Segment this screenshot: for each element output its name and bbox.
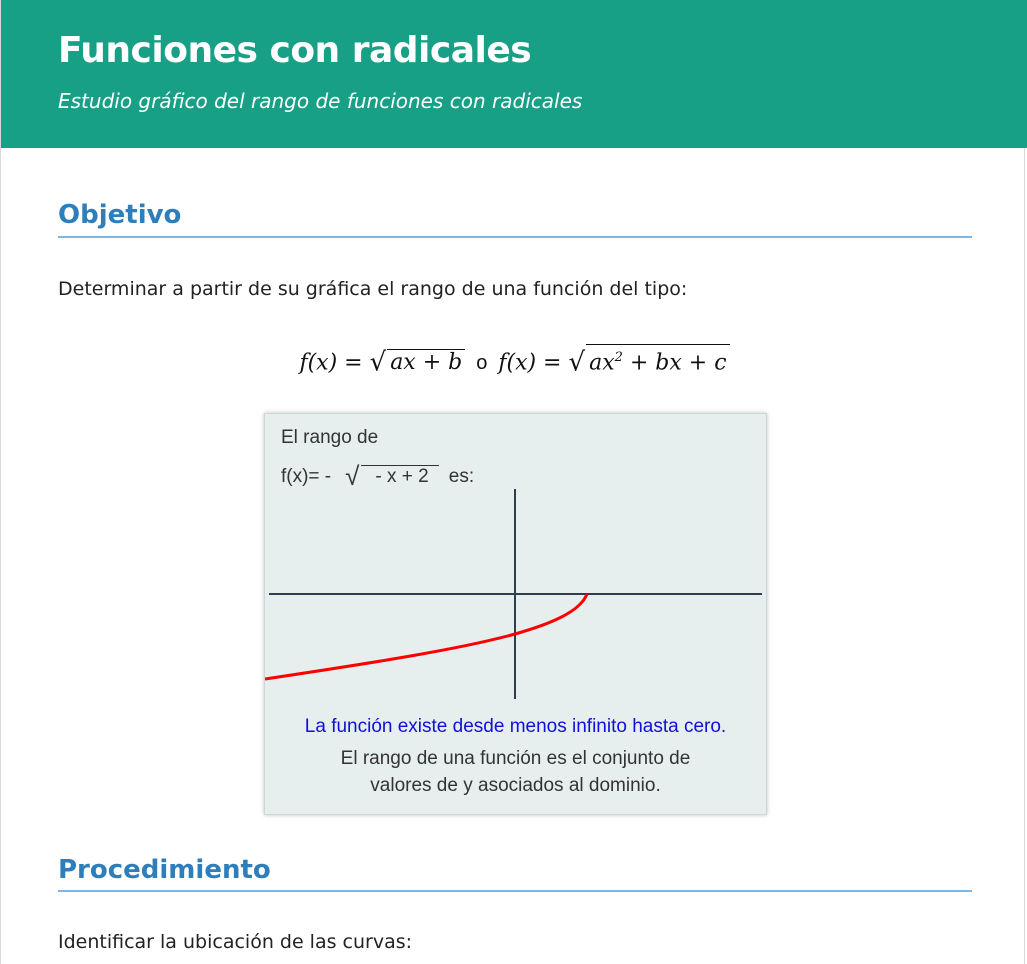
objetivo-heading: Objetivo <box>58 200 182 230</box>
applet-fx-prefix: f(x)= - <box>281 466 332 487</box>
procedimiento-text: Identificar la ubicación de las curvas: <box>58 931 413 953</box>
procedimiento-heading: Procedimiento <box>58 855 271 885</box>
page-header <box>1 0 1027 148</box>
applet-note-line1: El rango de una función es el conjunto de <box>340 748 691 769</box>
formula-right-radicand <box>586 344 729 376</box>
function-graph[interactable] <box>265 484 766 709</box>
objetivo-divider <box>58 236 972 238</box>
formula-left-radicand: ax + b <box>387 349 465 376</box>
formula <box>1 344 1027 377</box>
formula-left: f(x) = <box>299 350 363 376</box>
formula-right-radicand-a: ax <box>589 350 615 376</box>
formula-connector: o <box>476 352 488 375</box>
formula-right-radicand-exp: 2 <box>614 350 623 365</box>
sqrt-icon: √ <box>345 461 360 491</box>
page-subtitle: Estudio gráfico del rango de funciones con radicales <box>58 89 583 113</box>
objetivo-text: Determinar a partir de su gráfica el rango de una función del tipo: <box>58 278 688 300</box>
applet-note <box>265 745 766 799</box>
procedimiento-divider <box>58 890 972 892</box>
applet-radicand: - x + 2 <box>361 465 438 488</box>
graph-applet[interactable] <box>264 413 767 815</box>
formula-right-radicand-b: + bx + c <box>622 350 727 376</box>
sqrt-icon: √ <box>568 347 586 378</box>
function-curve <box>265 594 587 679</box>
applet-domain-text: La función existe desde menos infinito hasta cero. <box>304 716 727 737</box>
applet-fx-suffix: es: <box>448 466 475 487</box>
applet-note-line2: valores de y asociados al dominio. <box>370 775 661 796</box>
page-title: Funciones con radicales <box>58 30 532 71</box>
sqrt-icon: √ <box>369 347 387 378</box>
formula-right: f(x) = <box>498 350 562 376</box>
applet-range-label: El rango de <box>281 427 379 448</box>
